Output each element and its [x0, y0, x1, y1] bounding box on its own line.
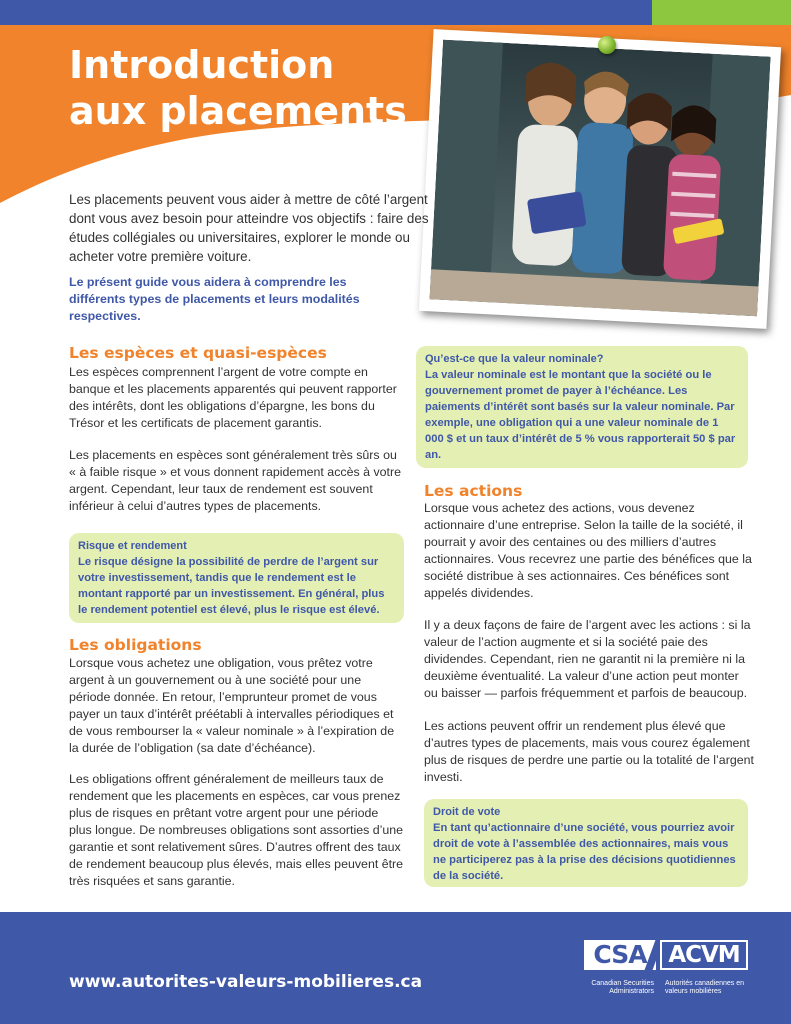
pushpin-icon: [598, 36, 616, 54]
cash-paragraph-2: Les placements en espèces sont généralement très sûrs ou « à faible risque » et vous donnent rapidement accès à votre argent. Cependant, leur taux de rendement est souvent inférieur à celui d’autres types de placements.: [69, 448, 402, 513]
stocks-paragraph-3: Les actions peuvent offrir un rendement plus élevé que d’autres types de placements, mais vous courez également plus de risques de perdre une partie ou la totalité de l’argent investi.: [424, 719, 754, 784]
vote-box-text: En tant qu’actionnaire d’une société, vous pourriez avoir droit de vote à l’assemblée des actionnaires, mais vous ne participerez pas à la prise des décisions quotidiennes de la société.: [433, 822, 736, 882]
risk-box-title: Risque et rendement: [78, 540, 187, 552]
risk-return-box: [69, 533, 404, 623]
bonds-heading: Les obligations: [69, 636, 202, 654]
logo-subtitle-fr: Autorités canadiennes en valeurs mobilières: [665, 980, 744, 995]
stocks-paragraph-1: Lorsque vous achetez des actions, vous devenez actionnaire d’une entreprise. Selon la taille de la société, il pourrait y avoir des centaines ou des milliers d’autres actionnaires. Vous recevrez une partie des bénéfices que la société distribue à ses actionnaires. Ces bénéfices sont appelés dividendes.: [424, 501, 752, 600]
logo-csa-text: CSA: [584, 940, 656, 970]
face-value-box-title: Qu’est-ce que la valeur nominale?: [425, 353, 604, 365]
face-value-box-text: La valeur nominale est le montant que la société ou le gouvernement promet de payer à l’échéance. Les paiements d’intérêt sont basés sur la valeur nominale. Par exemple, une obligation qui a une valeur nominale de 1 000 $ et un taux d’intérêt de 5 % vous rapporterait 50 $ par an.: [425, 369, 736, 461]
logo-acvm-text: ACVM: [660, 940, 748, 970]
website-url-link[interactable]: www.autorites-valeurs-mobilieres.ca: [69, 972, 423, 992]
bonds-paragraph-1: Lorsque vous achetez une obligation, vous prêtez votre argent à un gouvernement ou à une société pour une période donnée. En retour, l’emprunteur promet de vous payer un taux d’intérêt préétabli à intervalles périodiques et de vous rembourser la « valeur nominale » à l’expiration de la durée de l’obligation (sa date d’échéance).: [69, 656, 395, 755]
title-line-2: aux placements: [69, 89, 407, 133]
intro-paragraph: Les placements peuvent vous aider à mettre de côté l’argent dont vous avez besoin pour atteindre vos objectifs : faire des études collégiales ou universitaires, explorer le monde ou acheter votre première voiture.: [69, 192, 429, 264]
risk-box-text: Le risque désigne la possibilité de perdre de l’argent sur votre investissement, tandis que le rendement est le montant rapporté par un investissement. En général, plus le rendement potentiel est élevé, plus le risque est élevé.: [78, 556, 385, 616]
logo-subtitle-en: Canadian Securities Administrators: [591, 980, 654, 995]
page-title: [69, 42, 407, 134]
cash-paragraph-1: Les espèces comprennent l’argent de votre compte en banque et les placements apparentés qui peuvent rapporter des intérêts, dont les obligations d’épargne, les bons du Trésor et les certificats de placement garantis.: [69, 365, 397, 430]
photo-image: [429, 40, 770, 317]
vote-box-title: Droit de vote: [433, 806, 501, 818]
stocks-heading: Les actions: [424, 482, 523, 500]
top-green-accent: [652, 0, 791, 25]
students-photo: [419, 29, 781, 329]
bonds-paragraph-2: Les obligations offrent généralement de meilleurs taux de rendement que les placements en espèces, car vous prenez plus de risques en prêtant votre argent pour une période plus longue. De nombreuses obligations sont assorties d’une garantie et sont relativement sûres. D’autres offrent des taux de rendement beaucoup plus élevés, mais elles peuvent être très risquées et sans garantie.: [69, 772, 404, 888]
guide-statement: Le présent guide vous aidera à comprendre les différents types de placements et leurs modalités respectives.: [69, 275, 360, 323]
top-blue-bar: [0, 0, 652, 25]
stocks-paragraph-2: Il y a deux façons de faire de l’argent avec les actions : si la valeur de l’action augmente et si la société paie des dividendes. Cependant, rien ne garantit ni la première ni la deuxième éventualité. La valeur d’une action peut monter ou baisser — parfois fréquemment et parfois de beaucoup.: [424, 618, 751, 700]
cash-heading: Les espèces et quasi-espèces: [69, 344, 327, 362]
title-line-1: Introduction: [69, 43, 335, 87]
csa-acvm-logo: [584, 940, 748, 970]
face-value-box: [416, 346, 748, 468]
voting-right-box: [424, 799, 748, 887]
